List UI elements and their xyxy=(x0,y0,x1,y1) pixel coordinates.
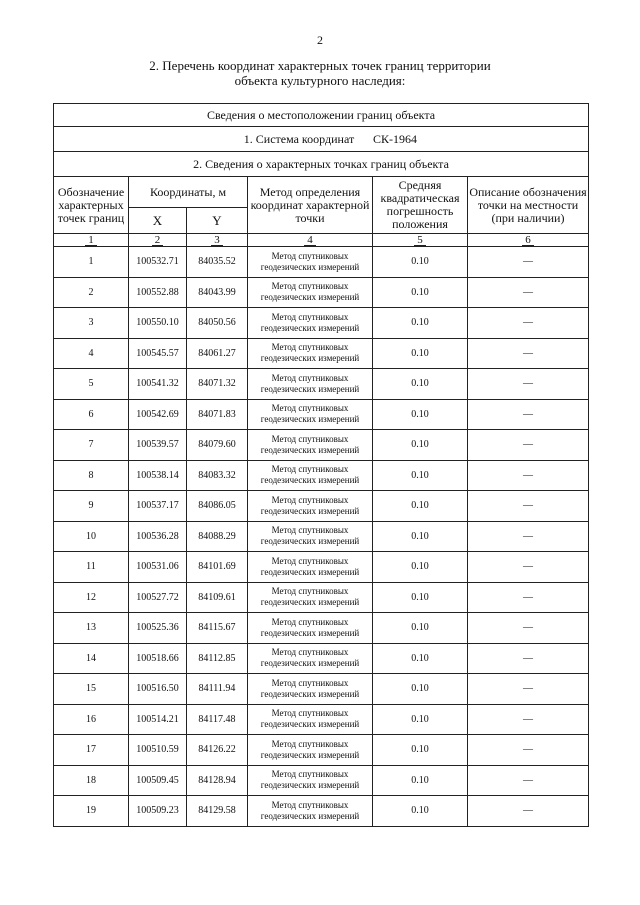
x-coordinate-cell: 100518.66 xyxy=(129,643,187,674)
description-cell: — xyxy=(468,796,589,827)
column-number: 3 xyxy=(211,235,223,246)
method-cell: Метод спутниковых геодезических измерений xyxy=(248,430,373,461)
error-cell: 0.10 xyxy=(373,247,468,278)
error-cell: 0.10 xyxy=(373,582,468,613)
point-number-cell: 19 xyxy=(54,796,129,827)
description-cell: — xyxy=(468,674,589,705)
point-number-cell: 1 xyxy=(54,247,129,278)
point-number-cell: 10 xyxy=(54,521,129,552)
header-method: Метод определения координат характерной точки xyxy=(248,177,373,234)
table-title: Сведения о местоположении границ объекта xyxy=(54,104,589,127)
description-cell: — xyxy=(468,399,589,430)
coordinate-system-row xyxy=(54,127,589,152)
y-coordinate-cell: 84129.58 xyxy=(187,796,248,827)
description-cell: — xyxy=(468,491,589,522)
y-coordinate-cell: 84111.94 xyxy=(187,674,248,705)
table-row xyxy=(54,247,589,278)
y-coordinate-cell: 84086.05 xyxy=(187,491,248,522)
table-row xyxy=(54,765,589,796)
error-cell: 0.10 xyxy=(373,552,468,583)
x-coordinate-cell: 100538.14 xyxy=(129,460,187,491)
x-coordinate-cell: 100536.28 xyxy=(129,521,187,552)
y-coordinate-cell: 84126.22 xyxy=(187,735,248,766)
y-coordinate-cell: 84088.29 xyxy=(187,521,248,552)
error-cell: 0.10 xyxy=(373,704,468,735)
method-cell: Метод спутниковых геодезических измерений xyxy=(248,338,373,369)
x-coordinate-cell: 100510.59 xyxy=(129,735,187,766)
description-cell: — xyxy=(468,552,589,583)
y-coordinate-cell: 84112.85 xyxy=(187,643,248,674)
x-coordinate-cell: 100509.23 xyxy=(129,796,187,827)
method-cell: Метод спутниковых геодезических измерений xyxy=(248,552,373,583)
method-cell: Метод спутниковых геодезических измерений xyxy=(248,460,373,491)
description-cell: — xyxy=(468,308,589,339)
table-row xyxy=(54,643,589,674)
description-cell: — xyxy=(468,430,589,461)
method-cell: Метод спутниковых геодезических измерений xyxy=(248,735,373,766)
method-cell: Метод спутниковых геодезических измерений xyxy=(248,613,373,644)
point-number-cell: 5 xyxy=(54,369,129,400)
header-designation: Обозначение характерных точек границ xyxy=(54,177,129,234)
x-coordinate-cell: 100525.36 xyxy=(129,613,187,644)
y-coordinate-cell: 84117.48 xyxy=(187,704,248,735)
column-number: 6 xyxy=(522,235,534,246)
description-cell: — xyxy=(468,582,589,613)
y-coordinate-cell: 84109.61 xyxy=(187,582,248,613)
point-number-cell: 11 xyxy=(54,552,129,583)
method-cell: Метод спутниковых геодезических измерений xyxy=(248,277,373,308)
description-cell: — xyxy=(468,765,589,796)
method-cell: Метод спутниковых геодезических измерений xyxy=(248,796,373,827)
description-cell: — xyxy=(468,735,589,766)
method-cell: Метод спутниковых геодезических измерений xyxy=(248,491,373,522)
description-cell: — xyxy=(468,369,589,400)
method-cell: Метод спутниковых геодезических измерений xyxy=(248,308,373,339)
method-cell: Метод спутниковых геодезических измерений xyxy=(248,765,373,796)
point-number-cell: 16 xyxy=(54,704,129,735)
header-y: Y xyxy=(187,208,248,234)
method-cell: Метод спутниковых геодезических измерений xyxy=(248,399,373,430)
error-cell: 0.10 xyxy=(373,369,468,400)
y-coordinate-cell: 84071.32 xyxy=(187,369,248,400)
column-number: 4 xyxy=(304,235,316,246)
method-cell: Метод спутниковых геодезических измерений xyxy=(248,521,373,552)
table-row xyxy=(54,338,589,369)
x-coordinate-cell: 100531.06 xyxy=(129,552,187,583)
document-heading xyxy=(0,58,640,88)
column-number: 1 xyxy=(85,235,97,246)
header-error: Средняя квадратическая погрешность положения xyxy=(373,177,468,234)
point-number-cell: 12 xyxy=(54,582,129,613)
column-number: 2 xyxy=(152,235,164,246)
point-number-cell: 8 xyxy=(54,460,129,491)
error-cell: 0.10 xyxy=(373,338,468,369)
y-coordinate-cell: 84035.52 xyxy=(187,247,248,278)
description-cell: — xyxy=(468,338,589,369)
table-row xyxy=(54,582,589,613)
table-row xyxy=(54,521,589,552)
x-coordinate-cell: 100550.10 xyxy=(129,308,187,339)
y-coordinate-cell: 84115.67 xyxy=(187,613,248,644)
error-cell: 0.10 xyxy=(373,399,468,430)
header-x: X xyxy=(129,208,187,234)
y-coordinate-cell: 84101.69 xyxy=(187,552,248,583)
x-coordinate-cell: 100509.45 xyxy=(129,765,187,796)
point-number-cell: 15 xyxy=(54,674,129,705)
table-row xyxy=(54,430,589,461)
coordinate-system-label: 1. Система координат xyxy=(243,131,355,146)
column-numbers-row xyxy=(54,234,589,247)
point-number-cell: 14 xyxy=(54,643,129,674)
x-coordinate-cell: 100516.50 xyxy=(129,674,187,705)
y-coordinate-cell: 84043.99 xyxy=(187,277,248,308)
point-number-cell: 6 xyxy=(54,399,129,430)
page-number: 2 xyxy=(317,33,323,47)
table-row xyxy=(54,704,589,735)
table-row xyxy=(54,491,589,522)
method-cell: Метод спутниковых геодезических измерений xyxy=(248,369,373,400)
x-coordinate-cell: 100542.69 xyxy=(129,399,187,430)
y-coordinate-cell: 84050.56 xyxy=(187,308,248,339)
x-coordinate-cell: 100541.32 xyxy=(129,369,187,400)
description-cell: — xyxy=(468,460,589,491)
error-cell: 0.10 xyxy=(373,460,468,491)
error-cell: 0.10 xyxy=(373,643,468,674)
error-cell: 0.10 xyxy=(373,735,468,766)
table-row xyxy=(54,552,589,583)
x-coordinate-cell: 100545.57 xyxy=(129,338,187,369)
x-coordinate-cell: 100532.71 xyxy=(129,247,187,278)
error-cell: 0.10 xyxy=(373,308,468,339)
y-coordinate-cell: 84071.83 xyxy=(187,399,248,430)
error-cell: 0.10 xyxy=(373,521,468,552)
table-row xyxy=(54,613,589,644)
point-number-cell: 18 xyxy=(54,765,129,796)
heading-line-2: объекта культурного наследия: xyxy=(234,73,406,88)
column-number: 5 xyxy=(414,235,426,246)
y-coordinate-cell: 84128.94 xyxy=(187,765,248,796)
point-number-cell: 7 xyxy=(54,430,129,461)
description-cell: — xyxy=(468,277,589,308)
coordinates-table xyxy=(53,103,589,827)
y-coordinate-cell: 84079.60 xyxy=(187,430,248,461)
point-number-cell: 17 xyxy=(54,735,129,766)
method-cell: Метод спутниковых геодезических измерений xyxy=(248,704,373,735)
point-number-cell: 9 xyxy=(54,491,129,522)
method-cell: Метод спутниковых геодезических измерений xyxy=(248,674,373,705)
error-cell: 0.10 xyxy=(373,430,468,461)
header-coordinates: Координаты, м xyxy=(129,177,248,208)
coordinate-system-value: СК-1964 xyxy=(372,131,417,146)
table-row xyxy=(54,735,589,766)
error-cell: 0.10 xyxy=(373,491,468,522)
heading-line-1: 2. Перечень координат характерных точек границ территории xyxy=(149,58,491,73)
error-cell: 0.10 xyxy=(373,765,468,796)
error-cell: 0.10 xyxy=(373,674,468,705)
header-description: Описание обозначения точки на местности (при наличии) xyxy=(468,177,589,234)
x-coordinate-cell: 100552.88 xyxy=(129,277,187,308)
table-row xyxy=(54,277,589,308)
method-cell: Метод спутниковых геодезических измерений xyxy=(248,247,373,278)
method-cell: Метод спутниковых геодезических измерений xyxy=(248,643,373,674)
point-number-cell: 4 xyxy=(54,338,129,369)
y-coordinate-cell: 84061.27 xyxy=(187,338,248,369)
error-cell: 0.10 xyxy=(373,277,468,308)
description-cell: — xyxy=(468,521,589,552)
table-row xyxy=(54,796,589,827)
y-coordinate-cell: 84083.32 xyxy=(187,460,248,491)
table-row xyxy=(54,460,589,491)
x-coordinate-cell: 100539.57 xyxy=(129,430,187,461)
x-coordinate-cell: 100527.72 xyxy=(129,582,187,613)
point-number-cell: 13 xyxy=(54,613,129,644)
x-coordinate-cell: 100514.21 xyxy=(129,704,187,735)
table-row xyxy=(54,308,589,339)
x-coordinate-cell: 100537.17 xyxy=(129,491,187,522)
point-number-cell: 3 xyxy=(54,308,129,339)
description-cell: — xyxy=(468,704,589,735)
error-cell: 0.10 xyxy=(373,613,468,644)
description-cell: — xyxy=(468,247,589,278)
method-cell: Метод спутниковых геодезических измерений xyxy=(248,582,373,613)
points-info-row: 2. Сведения о характерных точках границ объекта xyxy=(54,152,589,177)
table-row xyxy=(54,399,589,430)
table-row xyxy=(54,369,589,400)
description-cell: — xyxy=(468,643,589,674)
point-number-cell: 2 xyxy=(54,277,129,308)
error-cell: 0.10 xyxy=(373,796,468,827)
table-row xyxy=(54,674,589,705)
description-cell: — xyxy=(468,613,589,644)
